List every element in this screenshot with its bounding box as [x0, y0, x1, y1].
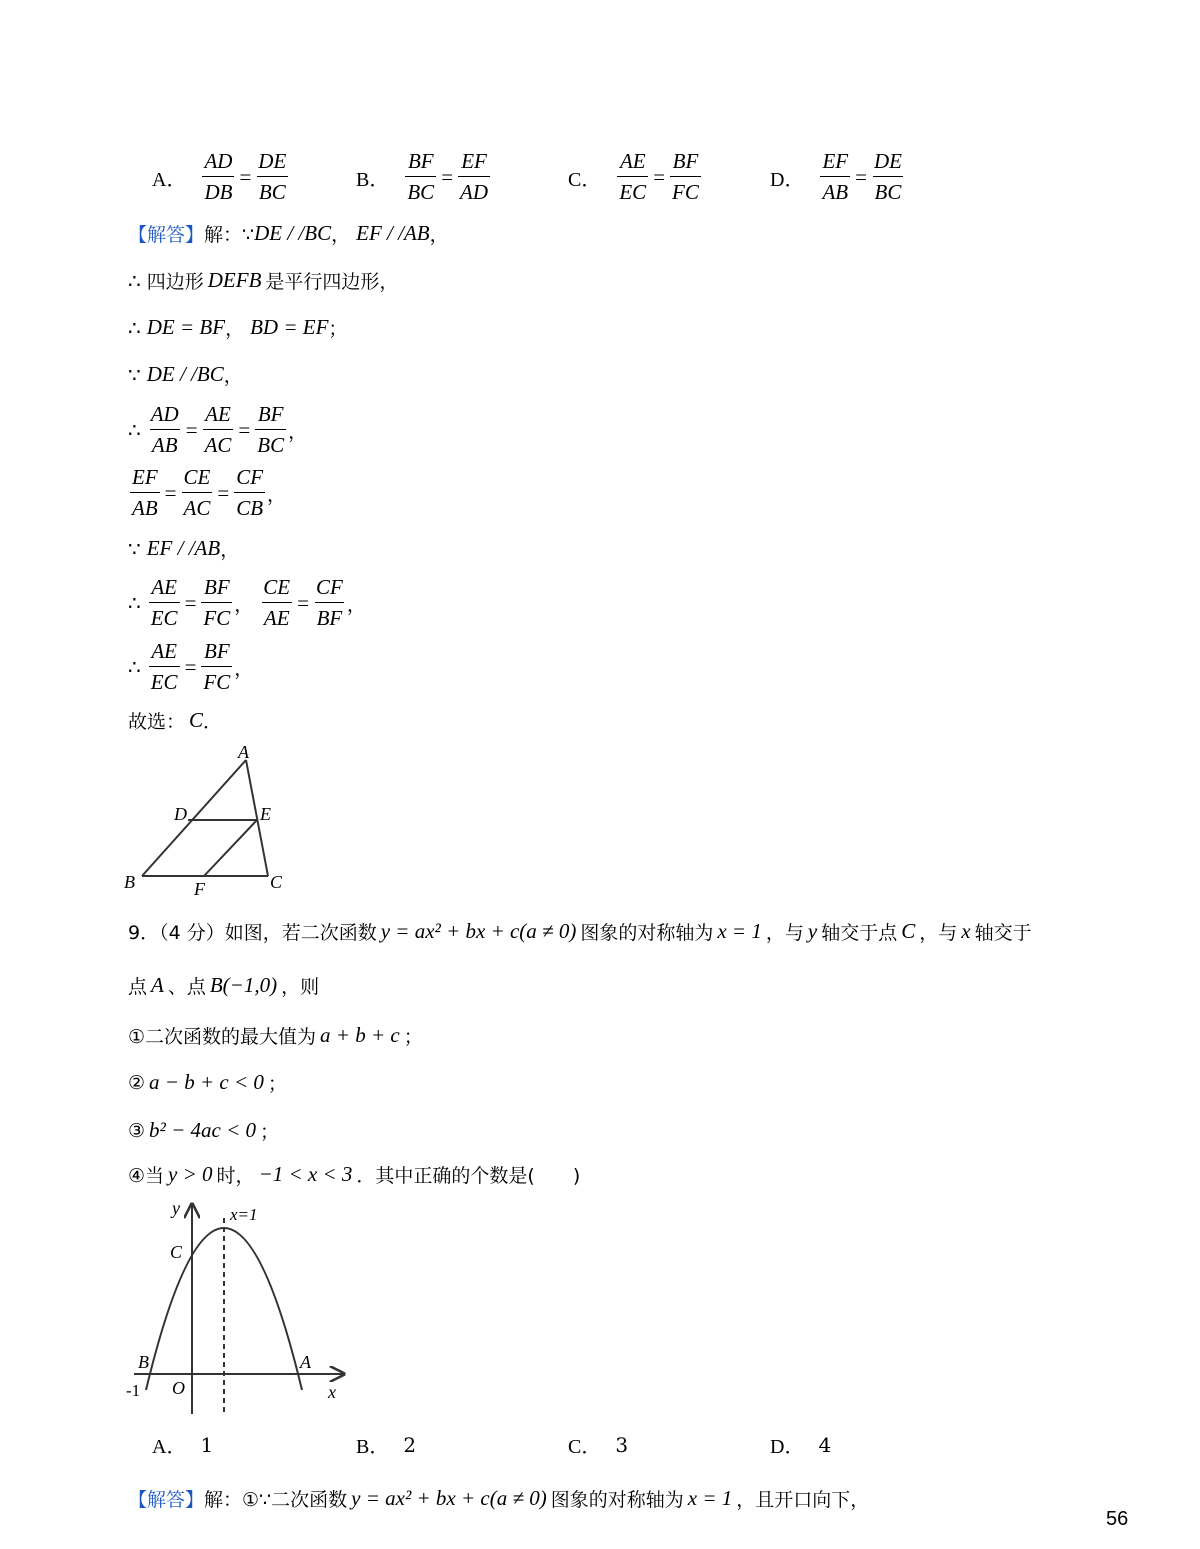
label-x1: x=1	[230, 1205, 258, 1224]
fraction: $\frac{DE}{BC}$	[258, 149, 287, 204]
solution8-line7: ∵ EF / /AB ，	[128, 536, 240, 561]
label-neg1: -1	[126, 1381, 141, 1400]
label-E: E	[260, 804, 271, 824]
label-y: y	[172, 1198, 180, 1218]
solution8-line3: ∴ DE = BF ， BD = EF ；	[128, 315, 348, 340]
label-B: B	[124, 872, 135, 892]
label-B: B	[138, 1352, 149, 1372]
fraction: $\frac{EF}{AD}$	[460, 149, 489, 204]
q9-line1: 9．（4 分）如图，若二次函数 y = ax² + bx + c(a ≠ 0) 图象的对称轴为 x = 1 ，与 y 轴交于点 C ，与 x 轴交于	[128, 919, 1032, 944]
q9-option: B． 2	[356, 1432, 417, 1458]
segment-AB	[142, 760, 246, 876]
label-C: C	[270, 872, 283, 892]
q8-option: A． $\frac{AD}{DB}$ = $\frac{DE}{BC}$	[152, 149, 287, 204]
solution8-line6: $\frac{EF}{AB}$ = $\frac{CE}{AC}$ = $\frac{CF}{CB}$ ，	[132, 465, 287, 520]
q9-option: C． 3	[568, 1432, 629, 1458]
fraction: $\frac{BF}{BC}$	[407, 149, 435, 204]
q9-statement-3: ③ b² − 4ac < 0 ；	[128, 1118, 280, 1143]
q8-option: D． $\frac{EF}{AB}$ = $\frac{DE}{BC}$	[770, 149, 902, 204]
option-label: C．	[568, 168, 602, 191]
q9-statement-2: ② a − b + c < 0 ；	[128, 1070, 287, 1095]
solution8-line8: ∴ $\frac{AE}{EC}$ = $\frac{BF}{FC}$ ， $\frac{CE}{AE}$ = $\frac{CF}{BF}$ ，	[128, 575, 366, 630]
solution8-line5: ∴ $\frac{AD}{AB}$ = $\frac{AE}{AC}$ = $\frac{BF}{BC}$ ，	[128, 402, 308, 457]
q9-option: D． 4	[770, 1432, 832, 1458]
fraction: $\frac{EF}{AB}$	[822, 149, 849, 204]
fraction: $\frac{AD}{DB}$	[204, 149, 233, 204]
q9-statement-4: ④当 y > 0 时， −1 < x < 3 ．其中正确的个数是( )	[128, 1162, 581, 1187]
q9-line2: 点 A 、点 B(−1,0) ，则	[128, 973, 320, 998]
label-F: F	[194, 879, 205, 899]
label-C: C	[170, 1242, 183, 1262]
q8-option: B． $\frac{BF}{BC}$ = $\frac{EF}{AD}$	[356, 149, 489, 204]
solution8-line2: ∴ 四边形 DEFB 是平行四边形，	[128, 268, 399, 293]
page-number: 56	[1106, 1508, 1129, 1530]
option-label: A．	[152, 168, 187, 191]
solution8-line4: ∵ DE / /BC ，	[128, 362, 243, 387]
q8-option: C． $\frac{AE}{EC}$ = $\frac{BF}{FC}$	[568, 149, 699, 204]
option-label: B．	[356, 168, 390, 191]
option-label: D．	[770, 168, 805, 191]
triangle-diagram	[120, 740, 290, 900]
solution-tag: 【解答】	[128, 224, 205, 246]
label-O: O	[172, 1378, 185, 1398]
fraction: $\frac{AE}{EC}$	[619, 149, 647, 204]
solution8-answer: 故选： C ．	[128, 708, 223, 733]
segment-EF	[204, 820, 257, 876]
solution-tag: 【解答】	[128, 1489, 205, 1511]
q9-statement-1: ①二次函数的最大值为 a + b + c ；	[128, 1023, 423, 1048]
solution9-line1: 【解答】 解：①∵二次函数 y = ax² + bx + c(a ≠ 0) 图象的对称轴为 x = 1 ，且开口向下，	[128, 1486, 870, 1511]
label-x: x	[328, 1382, 336, 1402]
solution8-line1: 【解答】 解：∵ DE / /BC ， EF / /AB ，	[128, 221, 449, 246]
label-D: D	[174, 804, 187, 824]
label-A: A	[238, 742, 249, 762]
fraction: $\frac{BF}{FC}$	[672, 149, 699, 204]
q9-option: A． 1	[152, 1432, 214, 1458]
solution8-line9: ∴ $\frac{AE}{EC}$ = $\frac{BF}{FC}$ ，	[128, 639, 254, 694]
label-A: A	[300, 1352, 311, 1372]
fraction: $\frac{DE}{BC}$	[873, 149, 902, 204]
parabola-graph	[124, 1196, 354, 1418]
